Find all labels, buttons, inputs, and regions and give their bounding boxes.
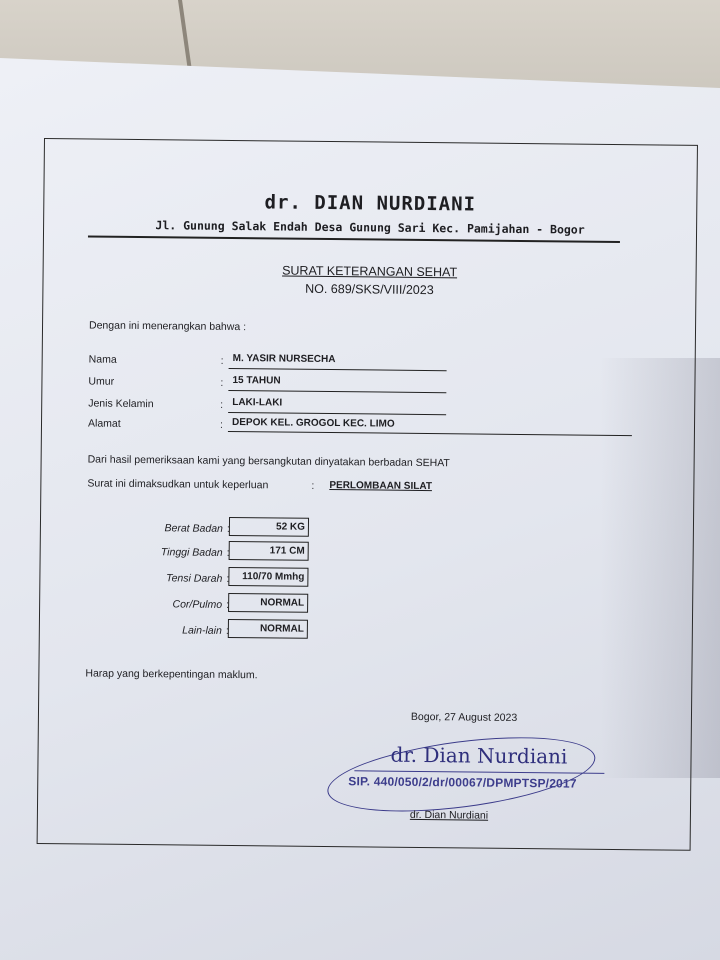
age-underline: [228, 390, 446, 393]
name-underline: [229, 368, 447, 371]
closing-text: Harap yang berkepentingan maklum.: [85, 667, 258, 682]
gender-underline: [228, 412, 446, 415]
result-text: Dari hasil pemeriksaan kami yang bersangkutan dinyatakan berbadan SEHAT: [87, 453, 450, 470]
address-label: Alamat: [87, 417, 121, 430]
name-label: Nama: [88, 353, 117, 366]
colon: :: [219, 418, 223, 431]
purpose-value: PERLOMBAAN SILAT: [329, 480, 433, 493]
colon: :: [225, 624, 229, 637]
colon: :: [226, 598, 230, 611]
weight-value-box: 52 KG: [229, 517, 309, 537]
blood-pressure-label: Tensi Darah: [166, 572, 223, 585]
colon: :: [226, 546, 230, 559]
colon: :: [220, 376, 224, 389]
gender-label: Jenis Kelamin: [88, 397, 154, 411]
blood-pressure-value-box: 110/70 Mmhg: [228, 567, 308, 587]
signature: dr. Dian Nurdiani: [390, 742, 568, 769]
age-label: Umur: [88, 375, 115, 388]
doctor-name-heading: dr. DIAN NURDIANI: [264, 191, 477, 216]
gender-value: LAKI-LAKI: [232, 396, 283, 409]
other-value-box: NORMAL: [228, 619, 308, 639]
colon: :: [311, 479, 315, 492]
cor-pulmo-value-box: NORMAL: [228, 593, 308, 613]
health-certificate: [37, 138, 698, 851]
doctor-address: Jl. Gunung Salak Endah Desa Gunung Sari Kec. Pamijahan - Bogor: [155, 218, 585, 237]
sip-number: SIP. 440/050/2/dr/00067/DPMPTSP/2017: [348, 774, 577, 791]
certificate-title: SURAT KETERANGAN SEHAT: [282, 263, 458, 280]
age-value: 15 TAHUN: [232, 374, 281, 387]
height-value-box: 171 CM: [229, 541, 309, 561]
colon: :: [220, 398, 224, 411]
colon: :: [226, 522, 230, 535]
signer-name: dr. Dian Nurdiani: [409, 808, 489, 822]
address-value: DEPOK KEL. GROGOL KEC. LIMO: [231, 416, 395, 430]
place-date: Bogor, 27 August 2023: [410, 710, 518, 724]
name-value: M. YASIR NURSECHA: [232, 352, 336, 366]
height-label: Tinggi Badan: [160, 546, 223, 559]
colon: :: [226, 572, 230, 585]
other-label: Lain-lain: [182, 624, 222, 637]
colon: :: [220, 354, 224, 367]
address-underline: [228, 431, 632, 436]
purpose-label: Surat ini dimaksudkan untuk keperluan: [87, 477, 269, 492]
intro-text: Dengan ini menerangkan bahwa :: [88, 319, 247, 334]
weight-label: Berat Badan: [164, 522, 223, 535]
cor-pulmo-label: Cor/Pulmo: [172, 598, 223, 611]
certificate-number: NO. 689/SKS/VIII/2023: [305, 281, 434, 298]
letterhead-divider: [88, 235, 620, 243]
